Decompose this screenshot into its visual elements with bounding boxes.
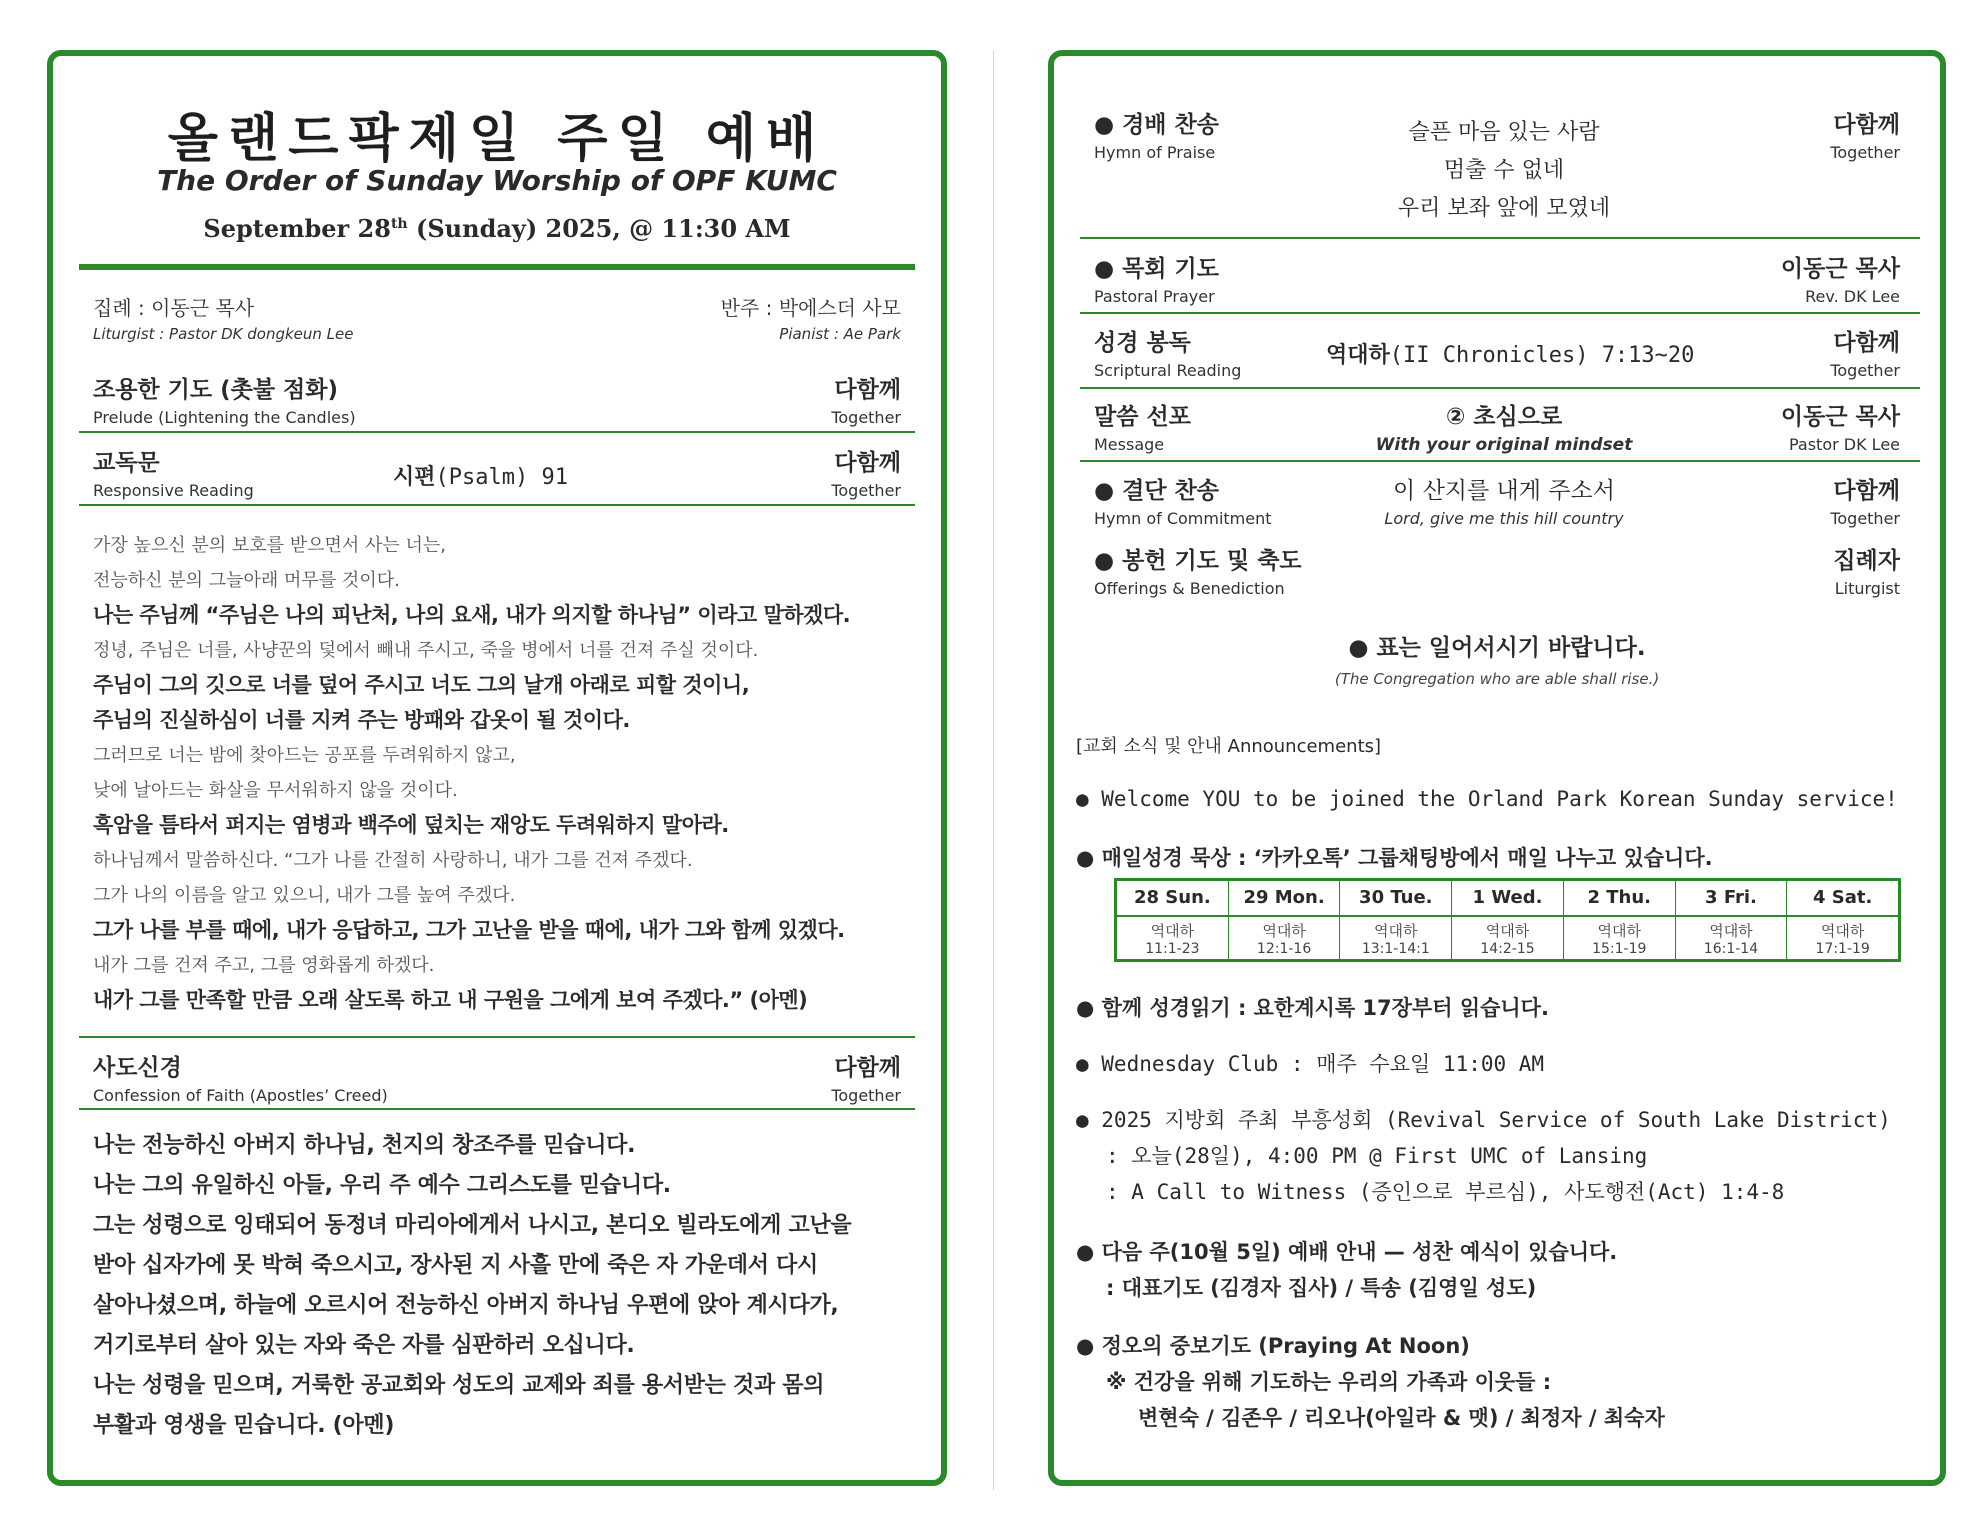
psalm-text (93, 528, 921, 1018)
lyric-line: 슬픈 마음 있는 사람 (1408, 120, 1600, 145)
schedule-day: 1 Wed. (1452, 881, 1563, 917)
schedule-day: 4 Sat. (1787, 881, 1898, 917)
psalm-line: 정녕, 주님은 너를, 사냥꾼의 덫에서 빼내 주시고, 죽을 병에서 너를 건져 주실 것이다. (93, 640, 759, 661)
creed-row (93, 1049, 915, 1105)
liturgist-en: Liturgist : Pastor DK dongkeun Lee (93, 325, 354, 343)
schedule-cell (1675, 881, 1787, 959)
responsive-who-ko: 다함께 (834, 450, 901, 476)
revival-announcement (1076, 1104, 1920, 1206)
next-week-announcement (1076, 1236, 1920, 1302)
commitment-en: Hymn of Commitment (1094, 509, 1272, 528)
psalm-line: 내가 그를 만족할 만큼 오래 살도록 하고 내 구원을 그에게 보여 주겠다.” (아멘) (93, 988, 808, 1012)
schedule-cell (1451, 881, 1563, 959)
offering-who-en: Liturgist (1834, 579, 1900, 598)
sermon-title (1334, 398, 1674, 455)
responsive-reading-row (93, 444, 915, 500)
reading-together-announcement: ● 함께 성경읽기 : 요한계시록 17장부터 읽습니다. (1076, 996, 1549, 1020)
message-en: Message (1094, 435, 1165, 454)
section-divider (79, 1036, 915, 1038)
responsive-en: Responsive Reading (93, 481, 254, 500)
daily-bible-announcement: ● 매일성경 묵상 : ‘카카오톡’ 그룹채팅방에서 매일 나누고 있습니다. (1076, 846, 1713, 870)
schedule-cell (1563, 881, 1675, 959)
commitment-title-en: Lord, give me this hill country (1384, 509, 1624, 528)
schedule-book: 역대하 (1820, 922, 1865, 940)
pastoral-who-ko: 이동근 목사 (1780, 256, 1900, 282)
pastoral-prayer-row (1094, 250, 1914, 306)
psalm-line: 나는 주님께 “주님은 나의 피난처, 나의 요새, 내가 의지할 하나님” 이라고 말하겠다. (93, 603, 851, 627)
worship-order-panel (47, 50, 947, 1486)
prelude-en: Prelude (Lightening the Candles) (93, 408, 356, 427)
schedule-chapters: 14:2-15 (1480, 941, 1535, 957)
pastoral-who-en: Rev. DK Lee (1805, 287, 1900, 306)
responsive-reference: 시편(Psalm) 91 (393, 465, 568, 490)
psalm-line: 흑암을 틈타서 퍼지는 염병과 백주에 덮치는 재앙도 두려워하지 말아라. (93, 813, 729, 837)
praise-en: Hymn of Praise (1094, 143, 1216, 162)
hymn-of-commitment-row (1094, 472, 1914, 528)
noon-prayer-announcement (1076, 1330, 1920, 1432)
schedule-book: 역대하 (1597, 922, 1641, 940)
offering-who-ko: 집례자 (1833, 548, 1900, 574)
prelude-who-en: Together (831, 408, 901, 427)
revival-line-1: ● 2025 지방회 주최 부흥성회 (Revival Service of South Lake District) (1076, 1108, 1891, 1132)
schedule-chapters: 13:1-14:1 (1361, 941, 1430, 957)
schedule-chapters: 17:1-19 (1815, 941, 1870, 957)
message-who-ko: 이동근 목사 (1780, 404, 1900, 430)
message-ko: 말씀 선포 (1094, 404, 1191, 430)
section-divider (1080, 312, 1920, 314)
commitment-title-ko: 이 산지를 내게 주소서 (1393, 478, 1615, 504)
service-date: September 28th (Sunday) 2025, @ 11:30 AM (203, 214, 791, 243)
schedule-book: 역대하 (1374, 922, 1418, 940)
message-row (1094, 398, 1914, 454)
stand-note-en: (The Congregation who are able shall rise.) (1334, 670, 1660, 688)
pastoral-ko: ● 목회 기도 (1094, 256, 1219, 282)
schedule-cell (1786, 881, 1898, 959)
psalm-line: 가장 높으신 분의 보호를 받으면서 사는 너는, (93, 535, 447, 556)
psalm-line: 전능하신 분의 그늘아래 머무를 것이다. (93, 570, 400, 591)
scripture-en: Scriptural Reading (1094, 361, 1242, 380)
schedule-book: 역대하 (1485, 922, 1530, 940)
responsive-ko: 교독문 (93, 450, 160, 476)
scripture-who-en: Together (1830, 361, 1900, 380)
noon-line-3: 변현숙 / 김존우 / 리오나(아일라 & 맷) / 최정자 / 최숙자 (1138, 1406, 1665, 1430)
creed-who-en: Together (831, 1086, 901, 1105)
noon-line-2: ※ 건강을 위해 기도하는 우리의 가족과 이웃들 : (1106, 1370, 1552, 1394)
creed-en: Confession of Faith (Apostles’ Creed) (93, 1086, 388, 1105)
schedule-day: 2 Thu. (1564, 881, 1675, 917)
reading-schedule-table (1114, 878, 1901, 962)
praise-lyrics (1314, 114, 1694, 228)
message-who-en: Pastor DK Lee (1788, 435, 1900, 454)
commitment-who-ko: 다함께 (1833, 478, 1900, 504)
creed-line: 그는 성령으로 잉태되어 동정녀 마리아에게서 나시고, 본디오 빌라도에게 고난을 (93, 1213, 852, 1238)
section-divider (79, 1108, 915, 1110)
announcements-header: [교회 소식 및 안내 Announcements] (1076, 736, 1382, 757)
psalm-line: 주님이 그의 깃으로 너를 덮어 주시고 너도 그의 날개 아래로 피할 것이니, (93, 673, 750, 697)
section-divider (1080, 387, 1920, 389)
psalm-line: 주님의 진실하심이 너를 지켜 주는 방패와 갑옷이 될 것이다. (93, 708, 630, 732)
lyric-line: 우리 보좌 앞에 모였네 (1397, 196, 1611, 221)
responsive-who-en: Together (831, 481, 901, 500)
scripture-ko: 성경 봉독 (1094, 330, 1191, 356)
praise-who-en: Together (1830, 143, 1900, 162)
section-divider (1080, 237, 1920, 239)
schedule-chapters: 15:1-19 (1592, 941, 1647, 957)
liturgist-row (93, 292, 915, 343)
psalm-line: 내가 그를 건져 주고, 그를 영화롭게 하겠다. (93, 955, 435, 976)
prelude-row (93, 371, 915, 427)
welcome-announcement: ● Welcome YOU to be joined the Orland Park Korean Sunday service! (1076, 787, 1898, 811)
creed-line: 나는 그의 유일하신 아들, 우리 주 예수 그리스도를 믿습니다. (93, 1173, 671, 1198)
title-korean: 올랜드팍제일 주일 예배 (167, 108, 827, 169)
creed-line: 받아 십자가에 못 박혀 죽으시고, 장사된 지 사흘 만에 죽은 자 가운데서 다시 (93, 1253, 818, 1278)
psalm-line: 하나님께서 말씀하신다. “그가 나를 간절히 사랑하니, 내가 그를 건져 주겠다. (93, 850, 693, 871)
schedule-day: 29 Mon. (1229, 881, 1340, 917)
title-english: The Order of Sunday Worship of OPF KUMC (157, 164, 837, 197)
creed-line: 나는 전능하신 아버지 하나님, 천지의 창조주를 믿습니다. (93, 1133, 636, 1158)
creed-line: 살아나셨으며, 하늘에 오르시어 전능하신 아버지 하나님 우편에 앉아 계시다가, (93, 1293, 839, 1318)
schedule-book: 역대하 (1150, 922, 1195, 940)
prelude-who-ko: 다함께 (834, 377, 901, 403)
creed-text (93, 1126, 917, 1446)
schedule-day: 28 Sun. (1117, 881, 1228, 917)
sermon-title-ko: ② 초심으로 (1445, 404, 1563, 430)
praise-ko: ● 경배 찬송 (1094, 112, 1219, 138)
noon-line-1: ● 정오의 중보기도 (Praying At Noon) (1076, 1334, 1470, 1358)
sermon-title-en: With your original mindset (1375, 435, 1633, 455)
pastoral-en: Pastoral Prayer (1094, 287, 1215, 306)
creed-line: 부활과 영생을 믿습니다. (아멘) (93, 1413, 395, 1438)
schedule-cell (1339, 881, 1451, 959)
schedule-book: 역대하 (1262, 922, 1306, 940)
schedule-chapters: 11:1-23 (1145, 941, 1200, 957)
scripture-row (1094, 324, 1914, 380)
creed-line: 거기로부터 살아 있는 자와 죽은 자를 심판하러 오십니다. (93, 1333, 635, 1358)
stand-note-ko: ● 표는 일어서시기 바랍니다. (1348, 635, 1646, 661)
creed-who-ko: 다함께 (834, 1055, 901, 1081)
next-week-line-1: ● 다음 주(10월 5일) 예배 안내 — 성찬 예식이 있습니다. (1076, 1240, 1618, 1264)
offering-ko: ● 봉헌 기도 및 축도 (1094, 548, 1302, 574)
schedule-chapters: 16:1-14 (1703, 941, 1759, 957)
header-divider (79, 264, 915, 270)
schedule-book: 역대하 (1709, 922, 1753, 940)
revival-line-2: : 오늘(28일), 4:00 PM @ First UMC of Lansing (1106, 1144, 1648, 1168)
creed-ko: 사도신경 (93, 1055, 182, 1081)
worship-order-panel-2 (1048, 50, 1946, 1486)
lyric-line: 멈출 수 없네 (1443, 158, 1565, 183)
section-divider (1080, 460, 1920, 462)
offering-en: Offerings & Benediction (1094, 579, 1285, 598)
stand-note (1054, 629, 1940, 688)
revival-line-3: : A Call to Witness (증인으로 부르심), 사도행전(Act) 1:4-8 (1106, 1180, 1785, 1204)
scripture-who-ko: 다함께 (1833, 330, 1900, 356)
psalm-line: 낮에 날아드는 화살을 무서워하지 않을 것이다. (93, 780, 458, 801)
commitment-hymn-title (1344, 472, 1664, 528)
schedule-chapters: 12:1-16 (1256, 941, 1312, 957)
creed-line: 나는 성령을 믿으며, 거룩한 공교회와 성도의 교제와 죄를 용서받는 것과 몸의 (93, 1373, 825, 1398)
psalm-line: 그가 나의 이름을 알고 있으니, 내가 그를 높여 주겠다. (93, 885, 516, 906)
schedule-cell (1228, 881, 1340, 959)
next-week-line-2: : 대표기도 (김경자 집사) / 특송 (김영일 성도) (1106, 1276, 1537, 1300)
wednesday-club-announcement: ● Wednesday Club : 매주 수요일 11:00 AM (1076, 1052, 1545, 1076)
scripture-reference: 역대하(II Chronicles) 7:13~20 (1326, 343, 1695, 368)
praise-who-ko: 다함께 (1833, 112, 1900, 138)
schedule-cell (1117, 881, 1228, 959)
pianist-en: Pianist : Ae Park (779, 325, 901, 343)
commitment-ko: ● 결단 찬송 (1094, 478, 1219, 504)
section-divider (79, 431, 915, 433)
schedule-day: 30 Tue. (1340, 881, 1451, 917)
psalm-line: 그러므로 너는 밤에 찾아드는 공포를 두려워하지 않고, (93, 745, 516, 766)
center-divider (993, 50, 994, 1490)
commitment-who-en: Together (1830, 509, 1900, 528)
schedule-day: 3 Fri. (1676, 881, 1787, 917)
prelude-ko: 조용한 기도 (촛불 점화) (93, 377, 339, 403)
pianist-ko: 반주 : 박에스더 사모 (720, 296, 901, 320)
liturgist-ko: 집례 : 이동근 목사 (93, 296, 255, 320)
section-divider (79, 504, 915, 506)
offering-row (1094, 542, 1914, 598)
psalm-line: 그가 나를 부를 때에, 내가 응답하고, 그가 고난을 받을 때에, 내가 그와 함께 있겠다. (93, 918, 845, 942)
